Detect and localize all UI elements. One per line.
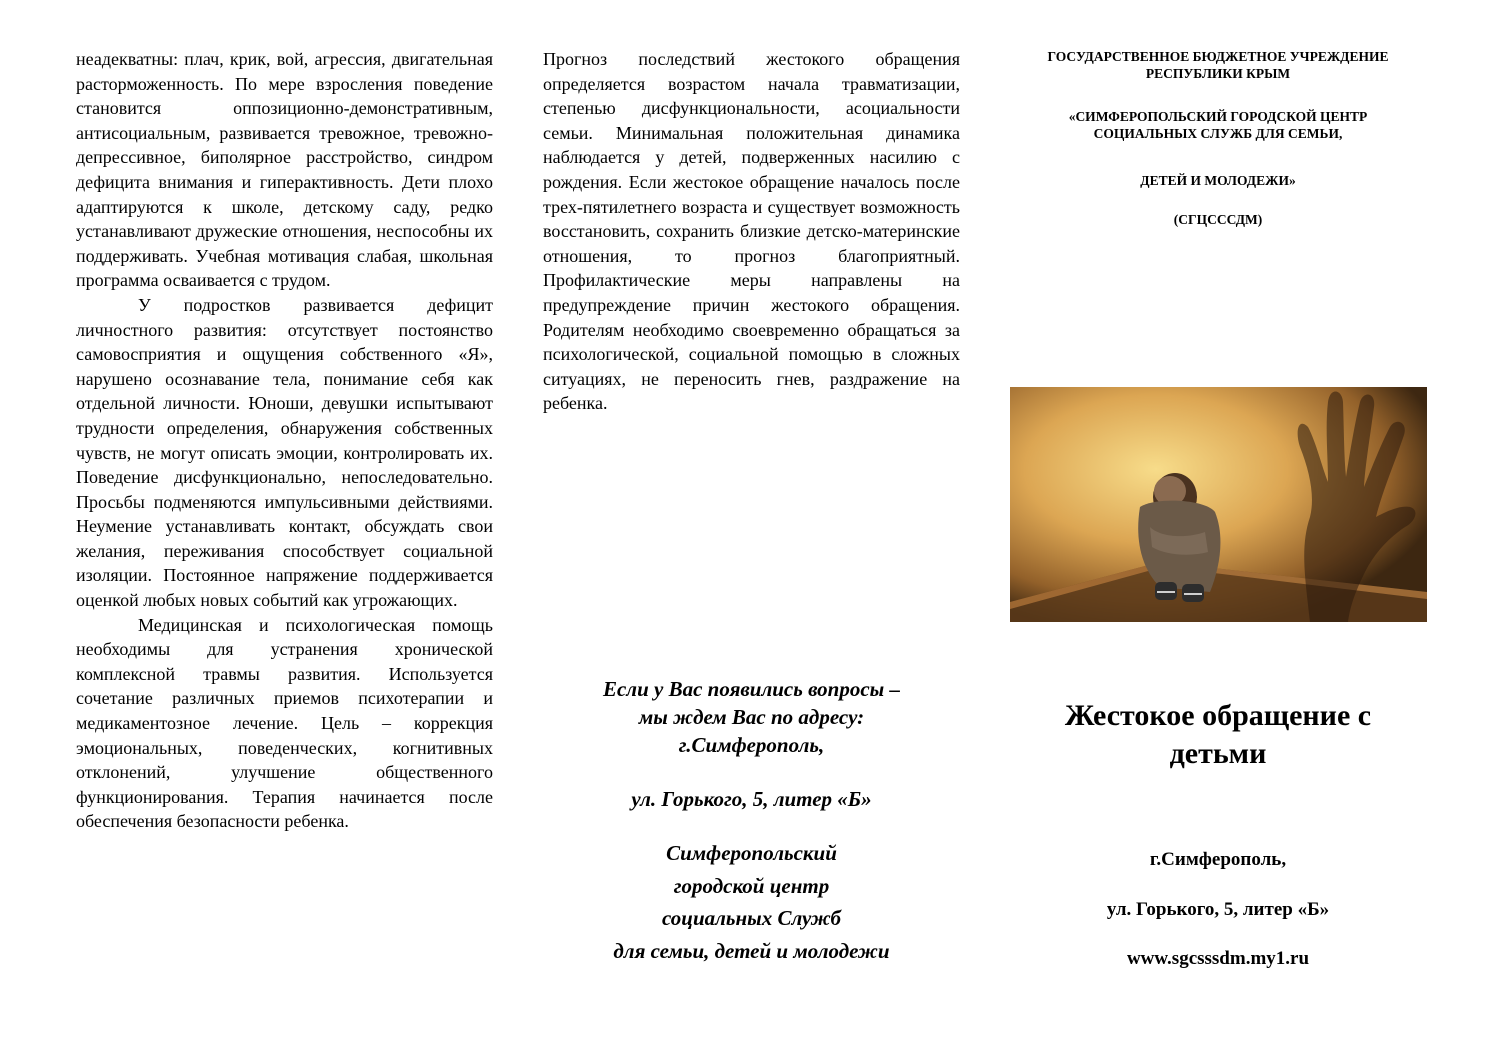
contact-city: г.Симферополь, [678, 733, 825, 757]
contact-line-2: мы ждем Вас по адресу: [638, 705, 865, 729]
header-line-1: ГОСУДАРСТВЕННОЕ БЮДЖЕТНОЕ УЧРЕЖДЕНИЕ [1047, 49, 1389, 64]
header-line-4: СОЦИАЛЬНЫХ СЛУЖБ ДЛЯ СЕМЬИ, [1093, 126, 1343, 141]
header-abbreviation: (СГЦСССДМ) [1173, 212, 1263, 227]
middle-column [543, 47, 960, 416]
cover-photo [1010, 387, 1427, 622]
contact-block [543, 675, 960, 967]
header-line-3: «СИМФЕРОПОЛЬСКИЙ ГОРОДСКОЙ ЦЕНТР [1068, 109, 1368, 124]
contact-line-1: Если у Вас появились вопросы – [602, 677, 900, 701]
institution-header [1008, 48, 1428, 228]
left-paragraph-1: неадекватны: плач, крик, вой, агрессия, двигательная расторможенность. По мере взросления поведение становится оппозиционно-демонстративным, антисоциальным, развивается тревожное, тревожно-депрессивное, биполярное расстройство, синдром дефицита внимания и гиперактивность. Дети плохо адаптируются к школе, детскому саду, редко устанавливают дружеские отношения, неспособны их поддерживать. Учебная мотивация слабая, школьная программа осваивается с трудом. [76, 49, 493, 291]
org-name-line-2: городской центр [673, 873, 830, 898]
header-line-2: РЕСПУБЛИКИ КРЫМ [1145, 66, 1291, 81]
header-line-5: ДЕТЕЙ И МОЛОДЕЖИ» [1140, 173, 1296, 188]
brochure-title [1008, 697, 1428, 773]
left-paragraph-2: У подростков развивается дефицит личностного развития: отсутствует постоянство самовосприятия и ощущения собственного «Я», нарушено осознавание тела, понимание себя как отдельной личности. Юноши, девушки испытывают трудности определения, обнаружения собственных чувств, не могут описать эмоции, контролировать их. Поведение дисфункционально, непоследовательно. Просьбы подменяются импульсивными действиями. Неумение устанавливать контакт, обсуждать свои желания, переживания способствует социальной изоляции. Постоянное напряжение поддерживается оценкой любых новых событий как угрожающих. [76, 294, 493, 611]
title-line-1: Жестокое обращение с [1064, 699, 1372, 732]
left-column [76, 47, 493, 834]
contact-address: ул. Горького, 5, литер «Б» [631, 787, 872, 811]
middle-paragraph-1: Прогноз последствий жестокого обращения определяется возрастом начала травматизации, степенью дисфункциональности, асоциальности семьи. Минимальная положительная динамика наблюдается у детей, подверженных насилию с рождения. Если жестокое обращение началось после трех-пятилетнего возраста и существует возможность восстановить, сохранить близкие детско-материнские отношения, то прогноз благоприятный. Профилактические меры направлены на предупреждение причин жестокого обращения. Родителям необходимо своевременно обращаться за психологической, социальной помощью в сложных ситуациях, не переносить гнев, раздражение на ребенка. [543, 49, 960, 414]
child-shadow-illustration [1010, 387, 1427, 622]
left-paragraph-3: Медицинская и психологическая помощь необходимы для устранения хронической комплексной травмы развития. Используется сочетание различных приемов психотерапии и медикаментозное лечение. Цель – коррекция эмоциональных, поведенческих, когнитивных отклонений, улучшение общественного функционирования. Терапия начинается после обеспечения безопасности ребенка. [76, 614, 493, 832]
title-line-2: детьми [1169, 737, 1267, 770]
right-footer [1008, 847, 1428, 972]
footer-address: ул. Горького, 5, литер «Б» [1106, 899, 1330, 920]
footer-city: г.Симферополь, [1149, 849, 1287, 870]
footer-website-link[interactable]: www.sgcsssdm.my1.ru [1126, 948, 1310, 969]
org-name-line-3: социальных Служб [661, 906, 841, 930]
org-name-line-4: для семьи, детей и молодежи [613, 938, 890, 963]
org-name-line-1: Симферопольский [666, 841, 837, 865]
